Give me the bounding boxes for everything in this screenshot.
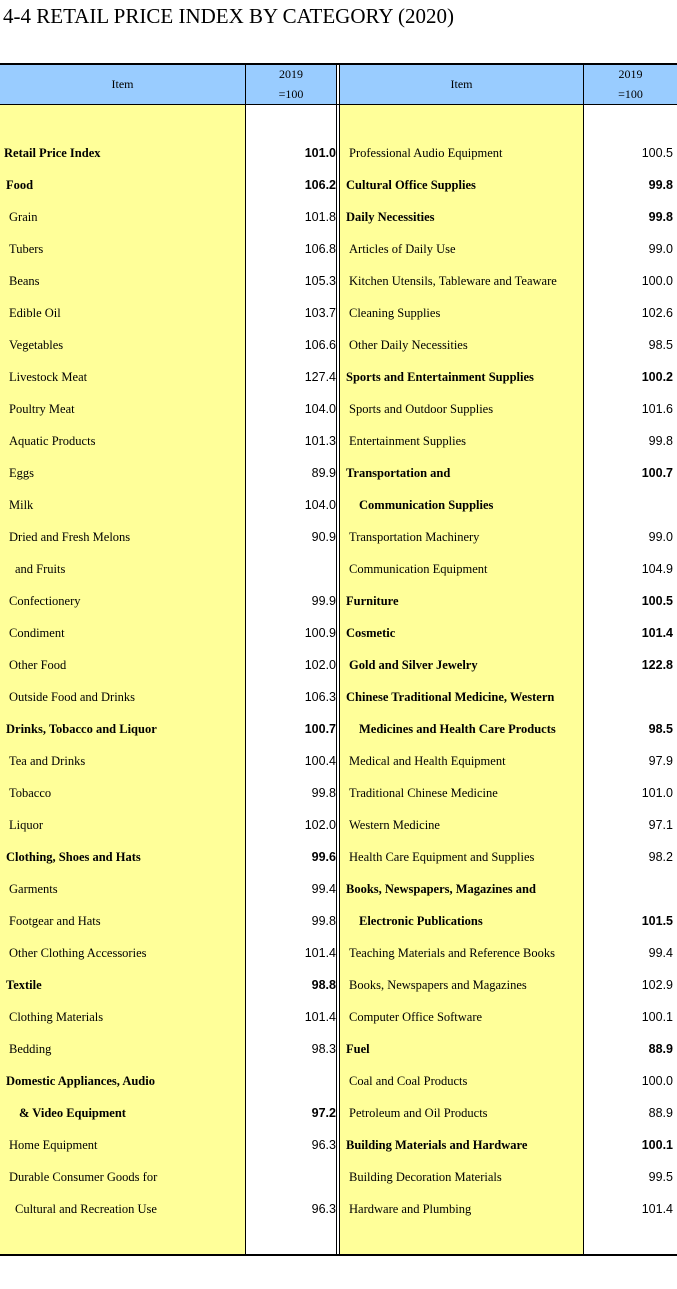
table-row — [0, 521, 677, 553]
row-value: 99.8 — [648, 434, 673, 448]
table-row — [0, 201, 677, 233]
row-label: Daily Necessities — [346, 210, 435, 224]
row-value: 100.1 — [641, 1010, 673, 1024]
row-label: Western Medicine — [349, 818, 440, 832]
row-value: 88.9 — [648, 1106, 673, 1120]
table-row — [0, 169, 677, 201]
row-value: 100.7 — [641, 466, 673, 480]
table-row — [0, 905, 677, 937]
table-row — [0, 233, 677, 265]
header-year-left: 2019 — [279, 67, 303, 81]
row-value: 104.0 — [304, 498, 336, 512]
row-label: Grain — [9, 210, 38, 224]
row-label: Confectionery — [9, 594, 81, 608]
row-value: 105.3 — [304, 274, 336, 288]
row-value: 98.5 — [648, 722, 673, 736]
row-label: Communication Equipment — [349, 562, 488, 576]
table-row — [0, 393, 677, 425]
row-value: 127.4 — [304, 370, 336, 384]
row-value: 98.5 — [648, 338, 673, 352]
row-label: Books, Newspapers, Magazines and — [346, 882, 536, 896]
table-row — [0, 649, 677, 681]
row-value: 102.0 — [304, 818, 336, 832]
row-value: 104.0 — [304, 402, 336, 416]
table-row — [0, 457, 677, 489]
row-value: 99.4 — [311, 882, 336, 896]
row-label: Transportation and — [346, 466, 451, 480]
row-value: 99.5 — [648, 1170, 673, 1184]
row-label: Garments — [9, 882, 58, 896]
row-value: 101.0 — [641, 786, 673, 800]
row-label: Traditional Chinese Medicine — [349, 786, 498, 800]
row-label: Coal and Coal Products — [349, 1074, 468, 1088]
row-value: 101.3 — [304, 434, 336, 448]
row-value: 97.9 — [648, 754, 673, 768]
table-row — [0, 1161, 677, 1193]
row-value: 96.3 — [311, 1202, 336, 1216]
row-label: Entertainment Supplies — [349, 434, 466, 448]
row-value: 90.9 — [311, 530, 336, 544]
row-value: 101.0 — [304, 146, 336, 160]
row-value: 104.9 — [641, 562, 673, 576]
table-row — [0, 489, 677, 521]
row-value: 100.0 — [641, 1074, 673, 1088]
row-value: 101.6 — [641, 402, 673, 416]
row-label: Condiment — [9, 626, 65, 640]
row-label: Building Decoration Materials — [349, 1170, 502, 1184]
table-row — [0, 777, 677, 809]
row-value: 101.4 — [641, 1202, 673, 1216]
bottom-rule — [0, 1254, 677, 1256]
row-value: 101.4 — [304, 946, 336, 960]
table-row — [0, 585, 677, 617]
row-value: 101.5 — [641, 914, 673, 928]
row-value: 99.8 — [311, 786, 336, 800]
table-row — [0, 841, 677, 873]
row-value: 97.2 — [311, 1106, 336, 1120]
header-base-right: =100 — [618, 87, 643, 101]
row-label: Beans — [9, 274, 40, 288]
row-label: & Video Equipment — [19, 1106, 126, 1120]
row-label: Tea and Drinks — [9, 754, 86, 768]
row-label: Dried and Fresh Melons — [9, 530, 131, 544]
row-value: 100.5 — [641, 594, 673, 608]
row-label: Other Food — [9, 658, 67, 672]
row-value: 99.8 — [648, 210, 673, 224]
row-label: Cultural and Recreation Use — [15, 1202, 157, 1216]
row-value: 102.9 — [641, 978, 673, 992]
row-value: 99.8 — [311, 914, 336, 928]
row-label: Food — [6, 178, 34, 192]
table-row — [0, 425, 677, 457]
row-label: Books, Newspapers and Magazines — [349, 978, 527, 992]
table-row — [0, 1193, 677, 1225]
row-label: Livestock Meat — [9, 370, 88, 384]
row-label: and Fruits — [15, 562, 66, 576]
table-row — [0, 681, 677, 713]
row-value: 100.1 — [641, 1138, 673, 1152]
row-label: Teaching Materials and Reference Books — [349, 946, 555, 960]
row-label: Poultry Meat — [9, 402, 75, 416]
row-label: Other Daily Necessities — [349, 338, 468, 352]
row-value: 99.0 — [648, 242, 673, 256]
row-value: 106.8 — [304, 242, 336, 256]
row-label: Fuel — [346, 1042, 370, 1056]
row-value: 106.3 — [304, 690, 336, 704]
row-label: Transportation Machinery — [349, 530, 480, 544]
table-row — [0, 1097, 677, 1129]
table-row — [0, 329, 677, 361]
row-label: Vegetables — [9, 338, 64, 352]
row-label: Cosmetic — [346, 626, 396, 640]
row-value: 122.8 — [641, 658, 673, 672]
header-year-right: 2019 — [618, 67, 643, 81]
row-value: 101.4 — [641, 626, 673, 640]
row-label: Textile — [6, 978, 42, 992]
row-value: 97.1 — [648, 818, 673, 832]
row-label: Medicines and Health Care Products — [359, 722, 556, 736]
row-label: Sports and Entertainment Supplies — [346, 370, 534, 384]
row-value: 98.3 — [311, 1042, 336, 1056]
header-base-left: =100 — [278, 87, 304, 101]
row-label: Hardware and Plumbing — [349, 1202, 472, 1216]
row-label: Edible Oil — [9, 306, 61, 320]
row-label: Clothing, Shoes and Hats — [6, 850, 141, 864]
row-value: 101.4 — [304, 1010, 336, 1024]
row-value: 100.7 — [304, 722, 336, 736]
header-item-right: Item — [450, 77, 473, 91]
row-label: Sports and Outdoor Supplies — [349, 402, 494, 416]
row-label: Kitchen Utensils, Tableware and Teaware — [349, 274, 557, 288]
table-row — [0, 873, 677, 905]
row-value: 106.6 — [304, 338, 336, 352]
row-label: Tobacco — [9, 786, 52, 800]
table-row — [0, 137, 677, 169]
row-value: 101.8 — [304, 210, 336, 224]
row-label: Communication Supplies — [359, 498, 494, 512]
row-value: 99.8 — [648, 178, 673, 192]
row-label: Aquatic Products — [9, 434, 96, 448]
row-label: Outside Food and Drinks — [9, 690, 136, 704]
row-label: Tubers — [9, 242, 44, 256]
table-row — [0, 265, 677, 297]
row-label: Medical and Health Equipment — [349, 754, 506, 768]
row-label: Petroleum and Oil Products — [349, 1106, 488, 1120]
row-label: Cultural Office Supplies — [346, 178, 476, 192]
table-row — [0, 1065, 677, 1097]
header-item-left: Item — [111, 77, 134, 91]
row-value: 106.2 — [304, 178, 336, 192]
table-row — [0, 937, 677, 969]
row-label: Drinks, Tobacco and Liquor — [6, 722, 157, 736]
row-value: 98.2 — [648, 850, 673, 864]
row-value: 98.8 — [311, 978, 336, 992]
row-label: Home Equipment — [9, 1138, 98, 1152]
row-label: Articles of Daily Use — [349, 242, 456, 256]
row-label: Health Care Equipment and Supplies — [349, 850, 535, 864]
table-row — [0, 617, 677, 649]
row-value: 100.0 — [641, 274, 673, 288]
table-row — [0, 361, 677, 393]
row-value: 88.9 — [648, 1042, 673, 1056]
row-label: Building Materials and Hardware — [346, 1138, 528, 1152]
row-label: Durable Consumer Goods for — [9, 1170, 158, 1184]
price-index-table — [0, 63, 677, 1256]
table-row — [0, 809, 677, 841]
row-value: 102.6 — [641, 306, 673, 320]
row-value: 100.9 — [304, 626, 336, 640]
page-title: 4-4 RETAIL PRICE INDEX BY CATEGORY (2020) — [3, 4, 454, 28]
table-row — [0, 713, 677, 745]
row-label: Professional Audio Equipment — [349, 146, 503, 160]
table-row — [0, 297, 677, 329]
row-value: 103.7 — [304, 306, 336, 320]
row-label: Computer Office Software — [349, 1010, 483, 1024]
row-label: Liquor — [9, 818, 44, 832]
row-value: 99.6 — [311, 850, 336, 864]
row-label: Footgear and Hats — [9, 914, 101, 928]
row-label: Chinese Traditional Medicine, Western — [346, 690, 555, 704]
row-label: Domestic Appliances, Audio — [6, 1074, 155, 1088]
row-value: 99.0 — [648, 530, 673, 544]
row-label: Retail Price Index — [4, 146, 101, 160]
row-value: 99.9 — [311, 594, 336, 608]
row-value: 100.5 — [641, 146, 673, 160]
table-row — [0, 969, 677, 1001]
row-label: Gold and Silver Jewelry — [349, 658, 478, 672]
row-label: Milk — [9, 498, 34, 512]
table-row — [0, 1129, 677, 1161]
row-label: Cleaning Supplies — [349, 306, 441, 320]
row-value: 96.3 — [311, 1138, 336, 1152]
row-label: Furniture — [346, 594, 399, 608]
table-row — [0, 553, 677, 585]
row-value: 99.4 — [648, 946, 673, 960]
row-label: Other Clothing Accessories — [9, 946, 147, 960]
table-row — [0, 1001, 677, 1033]
row-value: 102.0 — [304, 658, 336, 672]
row-value: 100.2 — [641, 370, 673, 384]
row-label: Bedding — [9, 1042, 52, 1056]
row-value: 100.4 — [304, 754, 336, 768]
row-label: Electronic Publications — [359, 914, 483, 928]
table-row — [0, 1033, 677, 1065]
row-label: Clothing Materials — [9, 1010, 104, 1024]
row-value: 89.9 — [311, 466, 336, 480]
row-label: Eggs — [9, 466, 34, 480]
table-row — [0, 745, 677, 777]
